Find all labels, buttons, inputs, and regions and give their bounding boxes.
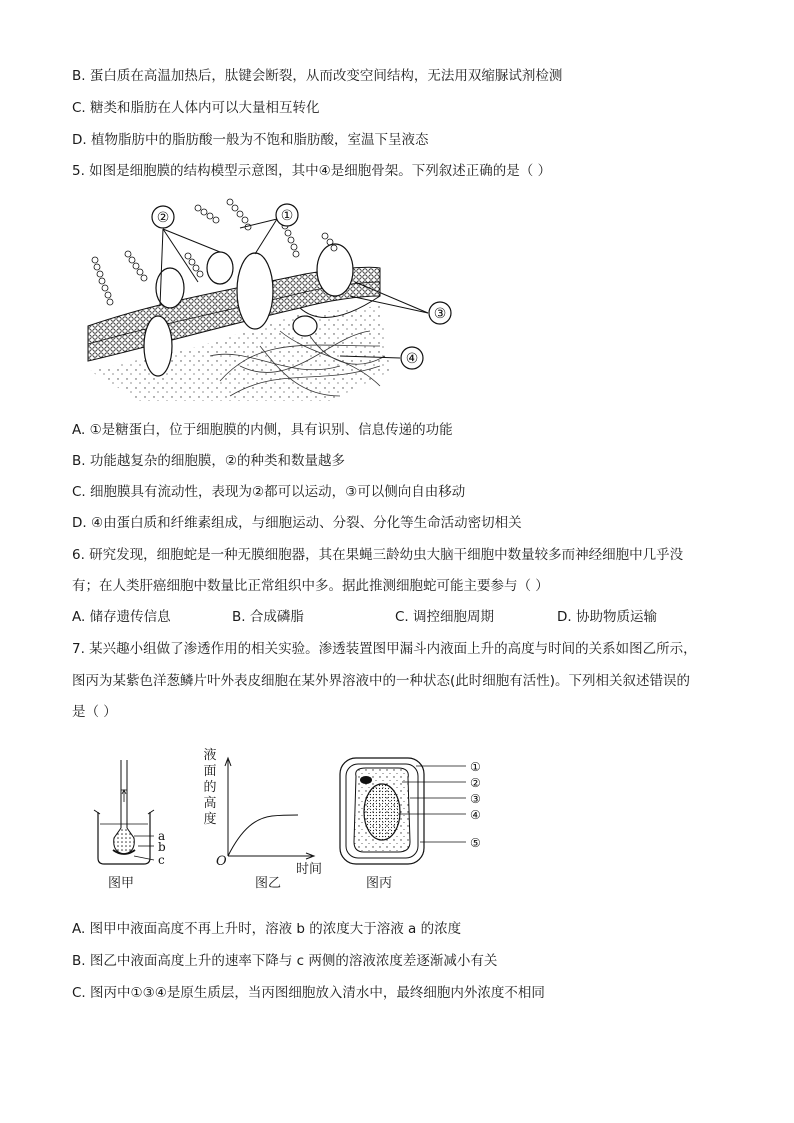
label-b: b [158, 840, 166, 854]
cell-membrane-figure [80, 196, 460, 406]
bing-label-1: ① [470, 760, 481, 774]
label-4: ④ [405, 351, 419, 367]
label-a: a [158, 829, 166, 843]
figure-yi [200, 748, 330, 890]
q5-option-c: C. 细胞膜具有流动性，表现为②都可以运动，③可以侧向自由移动 [72, 484, 466, 500]
bing-label-2: ② [470, 776, 481, 790]
osmosis-apparatus-diagram [88, 760, 188, 870]
q6-stem-line1: 6. 研究发现，细胞蛇是一种无膜细胞器，其在果蝇三龄幼虫大脑干细胞中数量较多而神经细胞中几乎没 [72, 547, 684, 563]
label-2: ② [156, 210, 170, 226]
q4-option-d: D. 植物脂肪中的脂肪酸一般为不饱和脂肪酸，室温下呈液态 [72, 132, 429, 148]
yi-origin: O [216, 854, 227, 869]
label-3: ③ [433, 306, 447, 322]
q5-stem: 5. 如图是细胞膜的结构模型示意图，其中④是细胞骨架。下列叙述正确的是（ ） [72, 163, 552, 179]
yi-xlabel: 时间 [296, 862, 323, 877]
caption-bing: 图丙 [366, 876, 393, 891]
q7-stem-line3: 是（ ） [72, 704, 117, 720]
q6-stem-line2: 有；在人类肝癌细胞中数量比正常组织中多。据此推测细胞蛇可能主要参与（ ） [72, 578, 549, 594]
plant-cell-diagram [336, 754, 506, 869]
label-1: ① [280, 208, 294, 224]
q5-option-a: A. ①是糖蛋白，位于细胞膜的内侧，具有识别、信息传递的功能 [72, 422, 453, 438]
q7-option-b: B. 图乙中液面高度上升的速率下降与 c 两侧的溶液浓度差逐渐减小有关 [72, 953, 498, 969]
q6-option-a: A. 储存遗传信息 [72, 609, 171, 625]
q4-option-b: B. 蛋白质在高温加热后，肽键会断裂，从而改变空间结构，无法用双缩脲试剂检测 [72, 68, 563, 84]
figure-bing [336, 754, 506, 890]
bing-label-5: ⑤ [470, 836, 481, 850]
caption-yi: 图乙 [255, 876, 282, 891]
yi-ylabel: 液 面 的 高 度 [203, 748, 217, 827]
label-c: c [158, 853, 165, 867]
q4-option-c: C. 糖类和脂肪在人体内可以大量相互转化 [72, 100, 320, 116]
cell-membrane-diagram [80, 196, 460, 406]
q7-option-c: C. 图丙中①③④是原生质层，当丙图细胞放入清水中，最终细胞内外浓度不相同 [72, 985, 545, 1001]
q7-stem-line1: 7. 某兴趣小组做了渗透作用的相关实验。渗透装置图甲漏斗内液面上升的高度与时间的关系如图乙所示， [72, 641, 697, 657]
q6-options-row [72, 607, 722, 627]
q5-option-b: B. 功能越复杂的细胞膜，②的种类和数量越多 [72, 453, 345, 469]
bing-label-4: ④ [470, 808, 481, 822]
q5-option-d: D. ④由蛋白质和纤维素组成，与细胞运动、分裂、分化等生命活动密切相关 [72, 515, 522, 531]
q7-option-a: A. 图甲中液面高度不再上升时，溶液 b 的浓度大于溶液 a 的浓度 [72, 921, 462, 937]
q7-stem-line2: 图丙为某紫色洋葱鳞片叶外表皮细胞在某外界溶液中的一种状态(此时细胞有活性)。下列相关叙述错误的 [72, 673, 691, 689]
bing-label-3: ③ [470, 792, 481, 806]
q6-option-d: D. 协助物质运输 [557, 609, 657, 625]
q6-option-c: C. 调控细胞周期 [395, 609, 495, 625]
figure-jia [88, 760, 188, 890]
q6-option-b: B. 合成磷脂 [232, 609, 304, 625]
caption-jia: 图甲 [108, 876, 135, 891]
